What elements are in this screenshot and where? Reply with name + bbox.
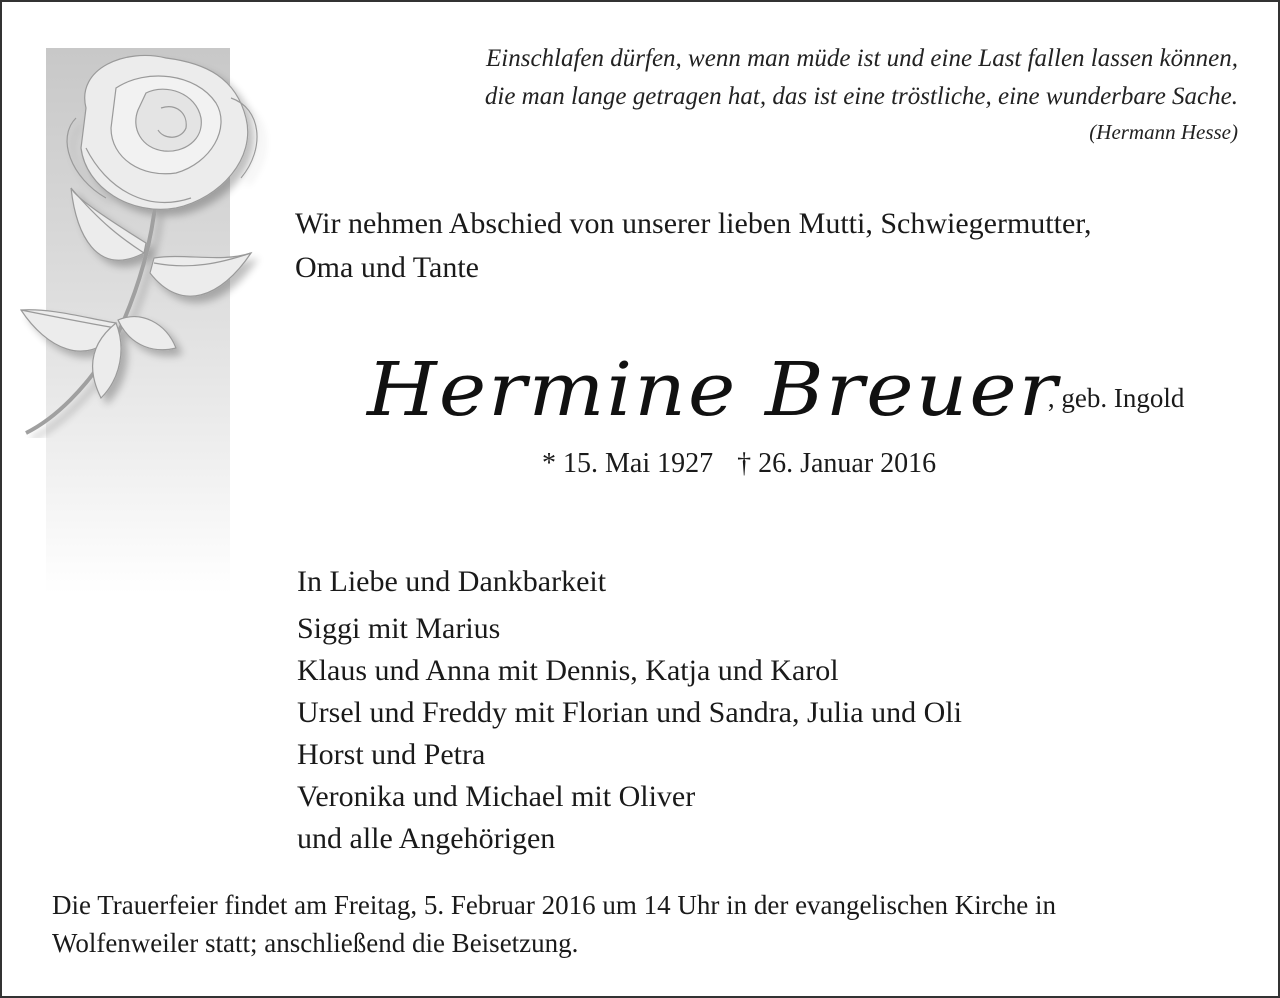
service-line: Wolfenweiler statt; anschließend die Beisetzung.: [52, 928, 579, 958]
thanks-line: In Liebe und Dankbarkeit: [297, 565, 607, 598]
life-dates: [542, 448, 936, 480]
service-line: Die Trauerfeier findet am Freitag, 5. Februar 2016 um 14 Uhr in der evangelischen Kirche in: [52, 890, 1056, 920]
deceased-name-line: [367, 347, 1184, 433]
family-member: und alle Angehörigen: [297, 822, 556, 855]
deceased-name: Hermine Breuer: [367, 347, 1060, 433]
hesse-quote: [485, 40, 1238, 148]
family-member: Horst und Petra: [297, 738, 486, 771]
family-member: Veronika und Michael mit Oliver: [297, 780, 696, 813]
family-list: [297, 608, 962, 860]
intro-line: Wir nehmen Abschied von unserer lieben Mutti, Schwiegermutter,: [295, 207, 1092, 240]
quote-line: Einschlafen dürfen, wenn man müde ist und eine Last fallen lassen können,: [486, 45, 1238, 72]
intro-line: Oma und Tante: [295, 251, 479, 284]
rose-icon: [16, 48, 286, 438]
farewell-intro: [295, 202, 1245, 290]
family-member: Klaus und Anna mit Dennis, Katja und Karol: [297, 654, 839, 687]
family-member: Siggi mit Marius: [297, 612, 501, 645]
birth-name: , geb. Ingold: [1047, 383, 1185, 413]
funeral-service-info: [52, 886, 1247, 962]
family-member: Ursel und Freddy mit Florian und Sandra, Julia und Oli: [297, 696, 962, 729]
birth-date: * 15. Mai 1927: [542, 448, 714, 479]
death-date: † 26. Januar 2016: [737, 448, 937, 479]
quote-author: (Hermann Hesse): [1089, 120, 1238, 144]
quote-line: die man lange getragen hat, das ist eine tröstliche, eine wunderbare Sache.: [484, 83, 1238, 110]
